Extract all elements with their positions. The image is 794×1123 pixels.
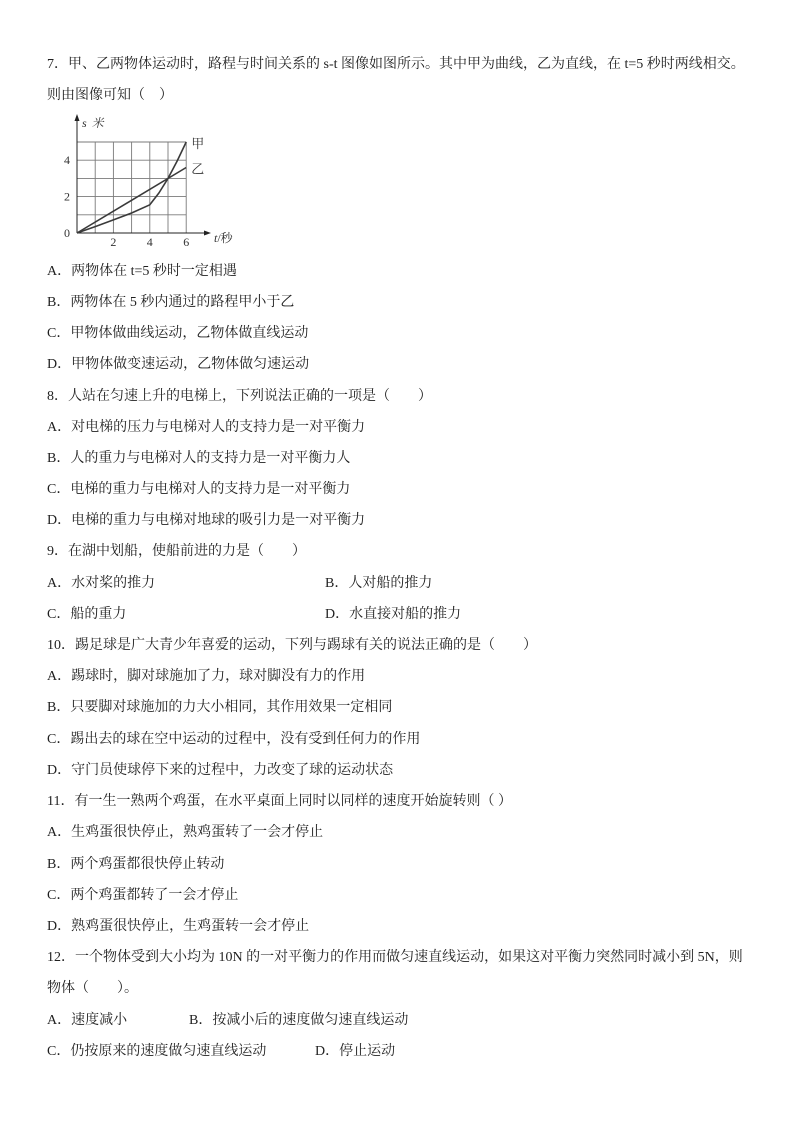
option-label: D． — [47, 513, 72, 528]
option-d — [47, 511, 365, 531]
option-text: 熟鸡蛋很快停止，生鸡蛋转一会才停止 — [71, 919, 310, 934]
s-t-graph — [60, 110, 250, 252]
question-number: 11． — [47, 794, 75, 809]
option-label: A． — [47, 669, 72, 684]
question-10-stem — [47, 636, 537, 656]
option-label: A． — [47, 420, 72, 435]
option-text: 两物体在 t=5 秒时一定相遇 — [71, 264, 237, 279]
option-b — [47, 855, 224, 875]
option-label: B． — [325, 576, 349, 591]
option-label: C． — [47, 326, 71, 341]
question-number: 12． — [47, 950, 75, 965]
graph-ticks — [64, 153, 189, 249]
option-a — [47, 823, 323, 843]
option-b — [47, 698, 392, 718]
option-label: A． — [47, 264, 72, 279]
x-axis-arrow — [204, 231, 211, 236]
option-text: 水直接对船的推力 — [349, 607, 462, 622]
option-d — [315, 1042, 395, 1062]
graph-series — [77, 136, 204, 233]
option-label: D． — [47, 919, 72, 934]
option-d — [47, 761, 393, 781]
option-text: 只要脚对球施加的力大小相同，其作用效果一定相同 — [70, 700, 393, 715]
option-label: D． — [47, 763, 72, 778]
option-a — [47, 574, 155, 594]
y-axis-arrow — [75, 114, 80, 121]
option-label: B． — [189, 1013, 213, 1028]
option-text: 对电梯的压力与电梯对人的支持力是一对平衡力 — [71, 420, 366, 435]
option-label: B． — [47, 295, 71, 310]
option-c — [47, 886, 238, 906]
option-d — [47, 355, 309, 375]
question-12-stem-line-2: 物体（ ）。 — [47, 981, 138, 996]
y-tick-label: 4 — [64, 153, 70, 168]
option-label: B． — [47, 857, 71, 872]
x-tick-label: 2 — [110, 235, 117, 249]
option-text: 电梯的重力与电梯对人的支持力是一对平衡力 — [70, 482, 351, 497]
option-a — [47, 262, 237, 282]
x-tick-label: 4 — [146, 235, 153, 249]
option-text: 仍按原来的速度做匀速直线运动 — [70, 1044, 267, 1059]
question-text: 有一生一熟两个鸡蛋，在水平桌面上同时以同样的速度开始旋转则（ ） — [74, 794, 512, 809]
option-b — [189, 1011, 408, 1031]
question-7-stem-line-2: 则由图像可知（ ） — [47, 88, 173, 103]
question-text: 在湖中划船，使船前进的力是（ ） — [68, 544, 306, 559]
question-7-stem-line-1 — [47, 55, 745, 75]
option-text: 生鸡蛋很快停止，熟鸡蛋转了一会才停止 — [71, 825, 324, 840]
option-text: 人对船的推力 — [348, 576, 433, 591]
y-axis-unit: 米 — [91, 116, 104, 130]
option-text: 船的重力 — [70, 607, 127, 622]
series-label-2: 乙 — [191, 161, 205, 177]
option-c — [47, 480, 350, 500]
option-label: A． — [47, 1013, 72, 1028]
option-label: C． — [47, 732, 71, 747]
question-11-stem — [47, 792, 512, 812]
option-label: C． — [47, 482, 71, 497]
question-number: 9． — [47, 544, 68, 559]
y-tick-label: 0 — [64, 226, 70, 240]
option-d — [47, 917, 309, 937]
question-number: 10． — [47, 638, 75, 653]
x-tick-label: 6 — [183, 235, 190, 249]
option-label: D． — [315, 1044, 340, 1059]
option-a — [47, 667, 365, 687]
option-label: A． — [47, 825, 72, 840]
option-text: 两个鸡蛋都转了一会才停止 — [70, 888, 239, 903]
y-axis-label — [82, 116, 105, 130]
option-text: 踢球时，脚对球施加了力，球对脚没有力的作用 — [71, 669, 366, 684]
y-tick-label: 2 — [64, 189, 70, 204]
option-text: 速度减小 — [71, 1013, 128, 1028]
option-text: 停止运动 — [339, 1044, 396, 1059]
option-label: A． — [47, 576, 72, 591]
option-b — [325, 574, 432, 594]
option-text: 踢出去的球在空中运动的过程中，没有受到任何力的作用 — [70, 732, 421, 747]
option-text: 甲物体做曲线运动，乙物体做直线运动 — [70, 326, 309, 341]
question-9-stem — [47, 542, 306, 562]
question-text: 人站在匀速上升的电梯上，下列说法正确的一项是（ ） — [68, 389, 432, 404]
x-axis-label — [214, 230, 234, 245]
option-label: C． — [47, 888, 71, 903]
option-text: 甲物体做变速运动，乙物体做匀速运动 — [71, 357, 310, 372]
question-number: 8． — [47, 389, 68, 404]
question-8-stem — [47, 387, 432, 407]
option-text: 电梯的重力与电梯对地球的吸引力是一对平衡力 — [71, 513, 366, 528]
option-label: B． — [47, 451, 71, 466]
option-text: 两物体在 5 秒内通过的路程甲小于乙 — [70, 295, 295, 310]
option-label: D． — [47, 357, 72, 372]
option-label: C． — [47, 1044, 71, 1059]
question-number: 7． — [47, 57, 68, 72]
option-b — [47, 449, 350, 469]
option-text: 水对桨的推力 — [71, 576, 156, 591]
option-c — [47, 324, 308, 344]
option-text: 守门员使球停下来的过程中，力改变了球的运动状态 — [71, 763, 394, 778]
question-12-stem-line-1 — [47, 948, 743, 968]
option-label: D． — [325, 607, 350, 622]
option-a — [47, 1011, 127, 1031]
question-text: 一个物体受到大小均为 10N 的一对平衡力的作用而做匀速直线运动，如果这对平衡力突然同时减小到 5N，则 — [75, 950, 743, 965]
series-label-1: 甲 — [191, 136, 205, 151]
option-label: C． — [47, 607, 71, 622]
question-text: 踢足球是广大青少年喜爱的运动，下列与踢球有关的说法正确的是（ ） — [75, 638, 537, 653]
option-label: B． — [47, 700, 71, 715]
option-text: 人的重力与电梯对人的支持力是一对平衡力人 — [70, 451, 351, 466]
option-a — [47, 418, 365, 438]
y-axis-symbol: s — [82, 116, 87, 130]
x-axis-unit: /秒 — [217, 231, 233, 245]
graph-grid — [77, 142, 186, 233]
x-axis-symbol: t — [214, 231, 218, 245]
option-c — [47, 605, 126, 625]
option-b — [47, 293, 294, 313]
option-c — [47, 730, 420, 750]
option-c — [47, 1042, 266, 1062]
question-text: 甲、乙两物体运动时，路程与时间关系的 s-t 图像如图所示。其中甲为曲线，乙为直线，在 t=5 秒时两线相交。 — [68, 57, 745, 72]
option-text: 按减小后的速度做匀速直线运动 — [212, 1013, 409, 1028]
option-d — [325, 605, 461, 625]
option-text: 两个鸡蛋都很快停止转动 — [70, 857, 225, 872]
